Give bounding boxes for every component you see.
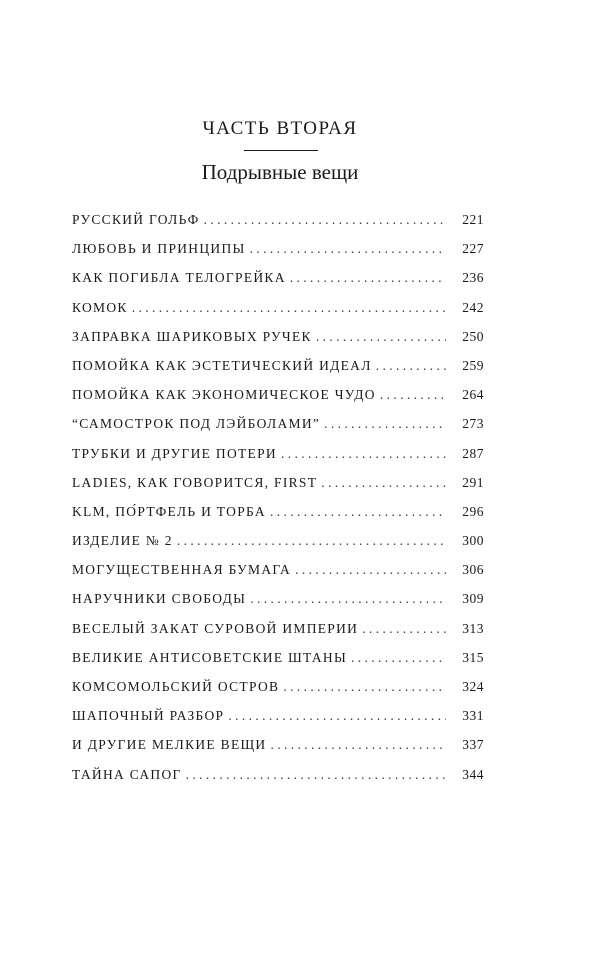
toc-entry[interactable]: [72, 533, 484, 562]
table-of-contents: [72, 212, 484, 796]
toc-leader-dots: [204, 212, 446, 228]
toc-entry-page: 331: [462, 708, 484, 724]
toc-entry-title: РУССКИЙ ГОЛЬФ: [72, 212, 200, 227]
toc-entry[interactable]: [72, 591, 484, 620]
toc-entry-page: 287: [462, 445, 484, 461]
toc-entry-page: 242: [462, 299, 484, 315]
toc-entry-page: 250: [462, 328, 484, 344]
toc-entry-page: 309: [462, 591, 484, 607]
toc-entry-page: 259: [462, 357, 484, 373]
toc-entry-title: КОМСОМОЛЬСКИЙ ОСТРОВ: [72, 679, 280, 694]
toc-entry-title: KLM, ПО́РТФЕЛЬ И ТОРБА: [72, 503, 266, 519]
toc-entry-title: “САМОСТРОК ПОД ЛЭЙБОЛАМИ”: [72, 416, 321, 432]
toc-entry-page: 324: [462, 679, 484, 694]
toc-entry-title: И ДРУГИЕ МЕЛКИЕ ВЕЩИ: [72, 737, 267, 753]
toc-leader-dots: [281, 446, 446, 462]
toc-entry-title: ПОМОЙКА КАК ЭКОНОМИЧЕСКОЕ ЧУДО: [72, 387, 376, 403]
toc-leader-dots: [351, 650, 446, 666]
toc-leader-dots: [316, 329, 446, 345]
toc-entry-page: 296: [462, 503, 484, 519]
toc-entry-page: 315: [462, 649, 484, 665]
toc-entry[interactable]: [72, 562, 484, 591]
part-title: Подрывные вещи: [201, 160, 359, 184]
toc-entry[interactable]: [72, 212, 484, 241]
toc-entry[interactable]: [72, 767, 484, 796]
toc-entry[interactable]: [72, 737, 484, 766]
toc-entry[interactable]: [72, 270, 484, 299]
toc-entry-page: 221: [462, 212, 484, 227]
toc-entry-title: ВЕСЕЛЫЙ ЗАКАТ СУРОВОЙ ИМПЕРИИ: [72, 620, 359, 636]
toc-entry-page: 291: [462, 474, 484, 490]
toc-entry-title: НАРУЧНИКИ СВОБОДЫ: [72, 591, 247, 607]
toc-entry[interactable]: [72, 387, 484, 416]
toc-entry-title: ТАЙНА САПОГ: [72, 766, 182, 782]
toc-leader-dots: [186, 767, 446, 783]
toc-leader-dots: [228, 708, 446, 724]
toc-entry-title: ШАПОЧНЫЙ РАЗБОР: [72, 708, 225, 724]
toc-entry-title: КОМОК: [72, 299, 128, 315]
toc-entry-title: LADIES, КАК ГОВОРИТСЯ, FIRST: [72, 474, 318, 490]
toc-leader-dots: [290, 270, 446, 286]
toc-entry-page: 264: [462, 387, 484, 403]
toc-leader-dots: [250, 241, 446, 257]
toc-leader-dots: [362, 621, 446, 637]
toc-entry[interactable]: [72, 358, 484, 387]
toc-leader-dots: [380, 387, 446, 403]
toc-entry-title: ПОМОЙКА КАК ЭСТЕТИЧЕСКИЙ ИДЕАЛ: [72, 357, 372, 373]
toc-entry[interactable]: [72, 329, 484, 358]
toc-entry-page: 344: [462, 766, 484, 782]
toc-entry[interactable]: [72, 708, 484, 737]
toc-entry-title: ВЕЛИКИЕ АНТИСОВЕТСКИЕ ШТАНЫ: [72, 649, 348, 665]
toc-entry-page: 313: [462, 620, 484, 636]
toc-entry-page: 300: [462, 533, 484, 549]
toc-leader-dots: [250, 591, 446, 607]
toc-leader-dots: [270, 737, 446, 753]
toc-leader-dots: [283, 679, 446, 695]
toc-leader-dots: [270, 504, 446, 520]
toc-entry[interactable]: [72, 504, 484, 533]
toc-leader-dots: [177, 533, 446, 549]
title-divider: [244, 150, 318, 151]
toc-entry[interactable]: [72, 650, 484, 679]
toc-leader-dots: [295, 562, 446, 578]
toc-entry-title: КАК ПОГИБЛА ТЕЛОГРЕЙКА: [72, 270, 286, 286]
toc-entry-page: 306: [462, 562, 484, 578]
toc-entry-page: 273: [462, 416, 484, 432]
toc-entry-title: ИЗДЕЛИЕ № 2: [72, 533, 173, 549]
toc-entry[interactable]: [72, 416, 484, 445]
toc-entry[interactable]: [72, 621, 484, 650]
toc-entry[interactable]: [72, 446, 484, 475]
toc-entry-title: ТРУБКИ И ДРУГИЕ ПОТЕРИ: [72, 445, 277, 461]
toc-leader-dots: [324, 416, 446, 432]
toc-entry-title: ЛЮБОВЬ И ПРИНЦИПЫ: [72, 241, 246, 257]
part-label: ЧАСТЬ ВТОРАЯ: [202, 118, 358, 139]
toc-leader-dots: [376, 358, 446, 374]
toc-leader-dots: [321, 475, 446, 491]
toc-entry-title: МОГУЩЕСТВЕННАЯ БУМАГА: [72, 562, 292, 578]
toc-leader-dots: [132, 300, 446, 316]
toc-entry-page: 236: [462, 270, 484, 286]
toc-entry[interactable]: [72, 300, 484, 329]
toc-entry-page: 337: [462, 737, 484, 753]
toc-entry[interactable]: [72, 241, 484, 270]
toc-entry-title: ЗАПРАВКА ШАРИКОВЫХ РУЧЕК: [72, 328, 312, 344]
toc-entry[interactable]: [72, 475, 484, 504]
toc-entry[interactable]: [72, 679, 484, 708]
toc-entry-page: 227: [462, 241, 484, 257]
